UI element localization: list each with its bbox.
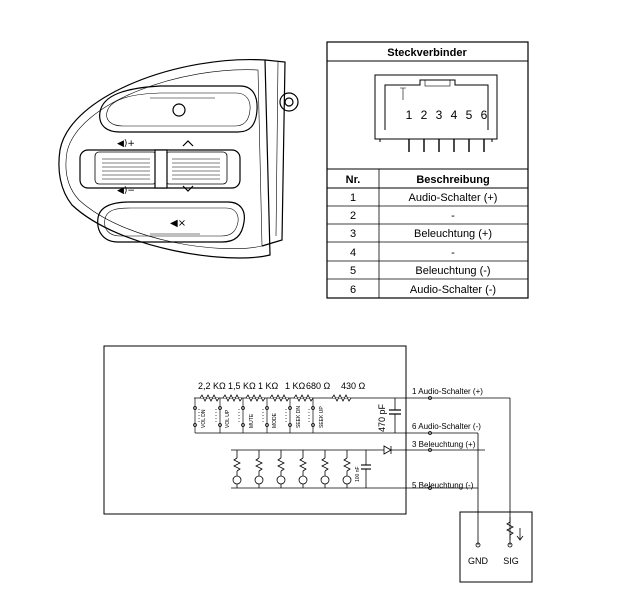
pin-number: 3 bbox=[435, 108, 443, 122]
row-no: 3 bbox=[349, 228, 357, 240]
row-desc: - bbox=[451, 210, 455, 222]
switch-label: VOL UP bbox=[225, 409, 231, 428]
row-desc: Audio-Schalter (-) bbox=[409, 284, 497, 296]
row-no: 4 bbox=[349, 247, 357, 259]
pin-number: 6 bbox=[480, 108, 488, 122]
voice-button bbox=[100, 86, 257, 132]
header-desc: Beschreibung bbox=[416, 174, 490, 186]
steering-switch-illustration bbox=[59, 60, 298, 258]
row-no: 2 bbox=[349, 210, 357, 222]
switch-label: SEEK DN bbox=[296, 406, 302, 428]
pin-number: 1 bbox=[405, 108, 413, 122]
switch-label: SEEK UP bbox=[319, 406, 325, 428]
ecu-box bbox=[460, 512, 532, 582]
led-array bbox=[233, 450, 351, 488]
terminal-label: 3 Beleuchtung (+) bbox=[412, 440, 476, 449]
connector-title: Steckverbinder bbox=[387, 47, 467, 59]
row-no: 1 bbox=[349, 192, 357, 204]
capacitor2-label: 100 nF bbox=[355, 466, 361, 482]
volume-seek-rocker bbox=[80, 139, 240, 196]
volume-down-icon: ◀)− bbox=[117, 186, 135, 196]
resistor-value: 680 Ω bbox=[306, 381, 331, 391]
mute-icon: ◀× bbox=[170, 218, 187, 229]
row-no: 5 bbox=[349, 265, 357, 277]
switch-label: MODE bbox=[272, 413, 278, 428]
ecu-sig-label: SIG bbox=[503, 556, 519, 566]
terminal-label: 6 Audio-Schalter (-) bbox=[412, 422, 481, 431]
pin-number: 4 bbox=[450, 108, 458, 122]
volume-up-icon: ◀)+ bbox=[117, 139, 135, 149]
seek-up-icon bbox=[183, 141, 193, 146]
voice-icon bbox=[173, 104, 185, 116]
mute-button bbox=[98, 202, 245, 242]
resistor-value: 1,5 KΩ bbox=[228, 381, 256, 391]
row-desc: Beleuchtung (-) bbox=[415, 265, 491, 277]
row-desc: Audio-Schalter (+) bbox=[408, 192, 498, 204]
resistor-value: 430 Ω bbox=[341, 381, 366, 391]
pin-number: 5 bbox=[465, 108, 473, 122]
resistor-value: 2,2 KΩ bbox=[198, 381, 226, 391]
ecu-gnd-label: GND bbox=[468, 556, 488, 566]
row-no: 6 bbox=[349, 284, 357, 296]
capacitor-label: 470 pF bbox=[377, 403, 387, 432]
switch-label: VOL DN bbox=[201, 409, 207, 428]
terminal-label: 1 Audio-Schalter (+) bbox=[412, 387, 483, 396]
connector-table bbox=[327, 42, 528, 298]
terminal-label: 5 Beleuchtung (-) bbox=[412, 481, 474, 490]
resistor-value: 1 KΩ bbox=[285, 381, 306, 391]
pin-number: 2 bbox=[420, 108, 428, 122]
resistor-value: 1 KΩ bbox=[258, 381, 279, 391]
pullup-resistor bbox=[507, 517, 513, 540]
row-desc: - bbox=[451, 247, 455, 259]
header-no: Nr. bbox=[345, 174, 361, 186]
row-desc: Beleuchtung (+) bbox=[414, 228, 492, 240]
switch-label: MUTE bbox=[249, 413, 255, 428]
